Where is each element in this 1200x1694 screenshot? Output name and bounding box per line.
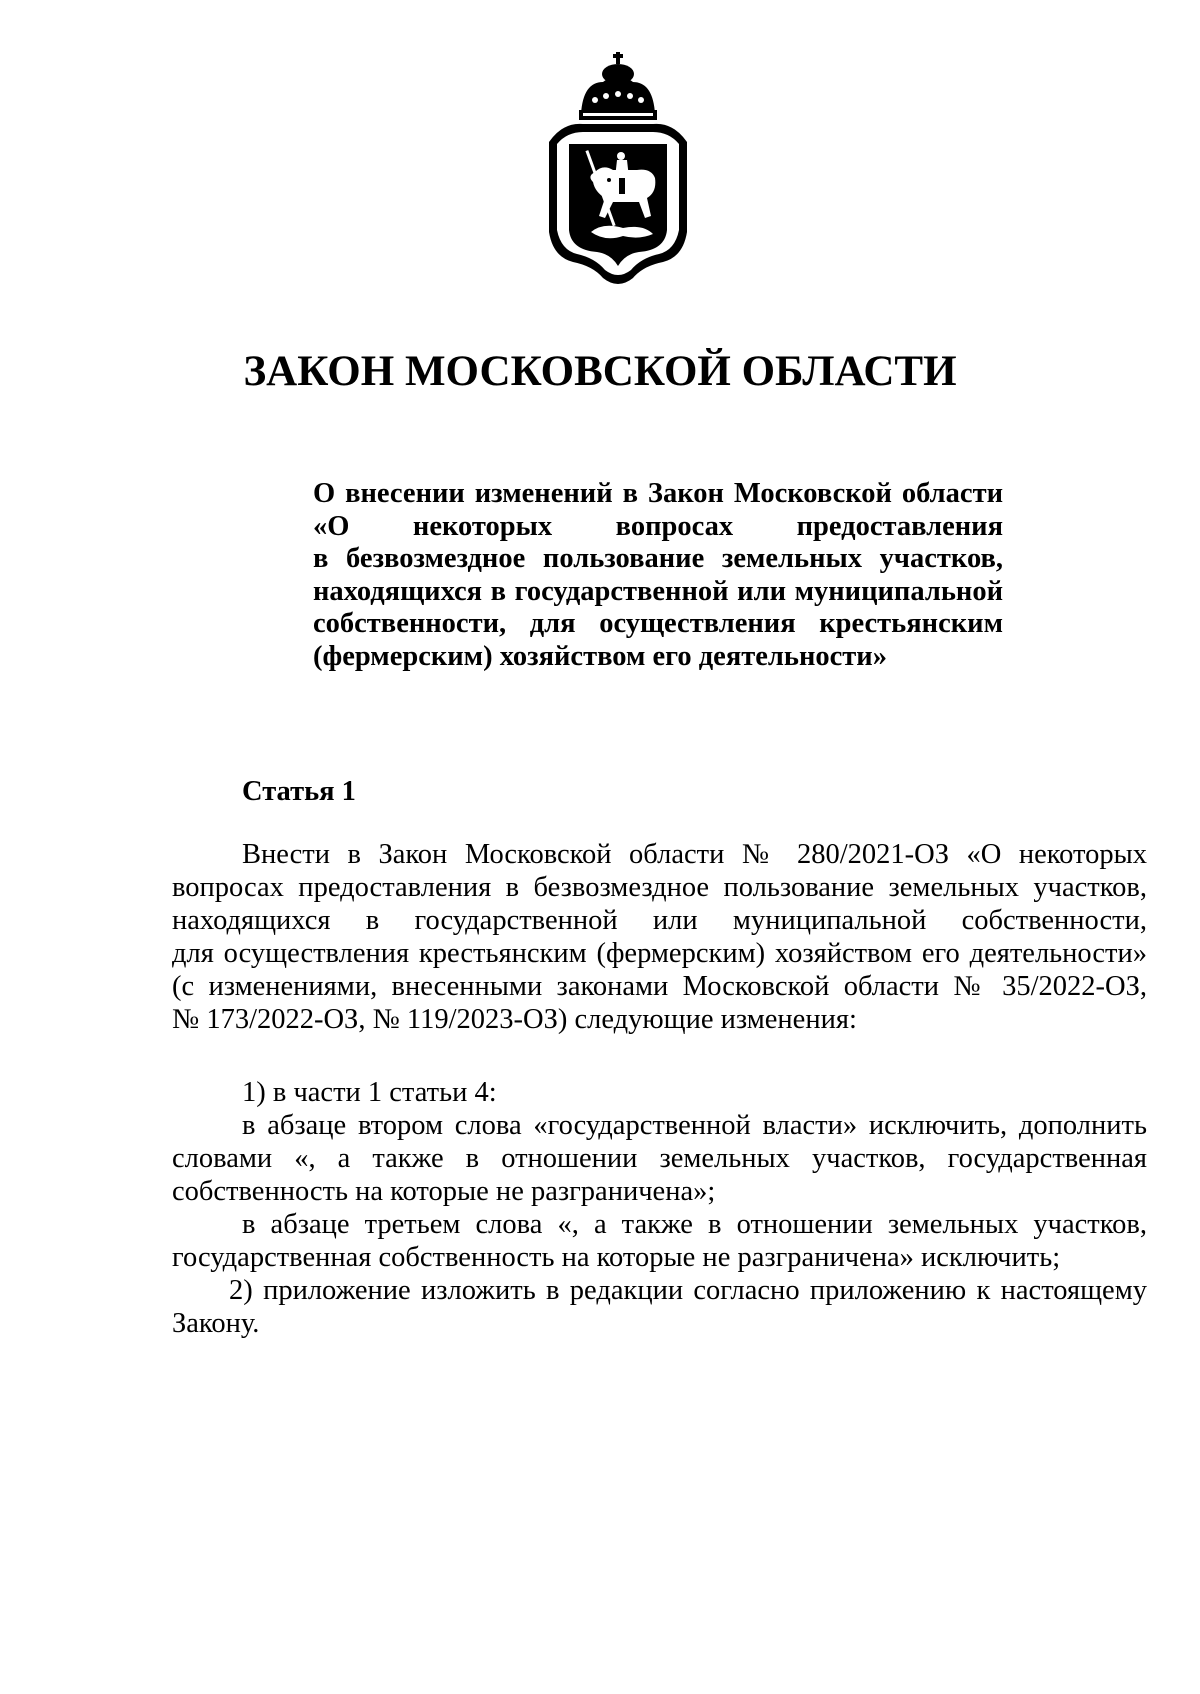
article-heading: Статья 1 <box>242 776 356 807</box>
subtitle-line: О внесении изменений в Закон Московской области <box>313 478 1003 509</box>
paragraph-line: собственность на которые не разграничена»; <box>172 1176 716 1207</box>
subtitle-line: (фермерским) хозяйством его деятельности» <box>313 640 887 672</box>
law-subtitle <box>313 478 1003 673</box>
page-title: ЗАКОН МОСКОВСКОЙ ОБЛАСТИ <box>243 348 957 395</box>
item-1-heading <box>172 1076 1147 1109</box>
subtitle-line: собственности, для осуществления крестьянским <box>313 608 1003 639</box>
paragraph-line: государственная собственность на которые не разграничена» исключить; <box>172 1242 1061 1273</box>
paragraph-line: в абзаце третьем слова «, а также в отношении земельных участков, <box>242 1209 1147 1240</box>
paragraph-line: находящихся в государственной или муниципальной собственности, <box>172 905 1147 936</box>
paragraph-line: 1) в части 1 статьи 4: <box>242 1077 497 1108</box>
paragraph-line: Закону. <box>172 1308 260 1339</box>
subtitle-line: в безвозмездное пользование земельных участков, <box>313 543 1003 574</box>
paragraph-1 <box>172 838 1147 1036</box>
subtitle-line: «О некоторых вопросах предоставления <box>313 510 1003 542</box>
paragraph-line: для осуществления крестьянским (фермерским) хозяйством его деятельности» <box>172 938 1147 969</box>
item-1-paragraph-2 <box>172 1208 1147 1274</box>
item-1-paragraph-1 <box>172 1109 1147 1208</box>
paragraph-line: № 173/2022-ОЗ, № 119/2023-ОЗ) следующие изменения: <box>172 1004 857 1035</box>
paragraph-line: словами «, а также в отношении земельных участков, государственная <box>172 1143 1147 1174</box>
item-2 <box>172 1274 1147 1340</box>
subtitle-line: находящихся в государственной или муниципальной <box>313 575 1003 607</box>
paragraph-line: 2) приложение изложить в редакции согласно приложению к настоящему <box>229 1275 1147 1306</box>
paragraph-line: (с изменениями, внесенными законами Московской области № 35/2022-ОЗ, <box>172 971 1147 1002</box>
paragraph-line: в абзаце втором слова «государственной власти» исключить, дополнить <box>242 1110 1147 1141</box>
moscow-oblast-coat-of-arms-icon <box>543 52 693 292</box>
paragraph-line: Внести в Закон Московской области № 280/2021-ОЗ «О некоторых <box>242 839 1147 870</box>
paragraph-line: вопросах предоставления в безвозмездное пользование земельных участков, <box>172 872 1147 903</box>
